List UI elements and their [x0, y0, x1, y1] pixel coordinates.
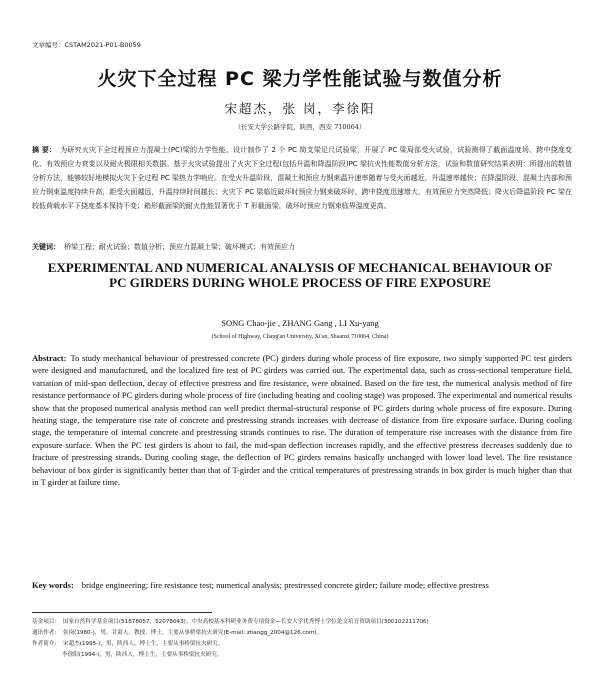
english-title: EXPERIMENTAL AND NUMERICAL ANALYSIS OF MECHANICAL BEHAVIOUR OF PC GIRDERS DURING WHOLE PROCESS OF FIRE EXPOSURE — [47, 260, 553, 290]
english-abstract-text: To study mechanical behaviour of prestressed concrete (PC) girders during whole process of fire exposure, two simply supported PC test girders were designed and manufactured, and the localized fire test of PC girders was carried out. The experimental data, such as cross-sectional temperature field, variation of mid-span deflection, decay of effective prestress and fire resistance, were obtained. Based on the fire test, the numerical analysis method of fire resistance performance of PC girders during whole process of fire (including heating and cooling stage) was proposed. The experimental and numerical results show that the proposed numerical analysis method can well predict thermal-structural response of PC girders during whole process of fire exposure. During heating stage, the temperature rise rate of concrete and prestressing strands increases with decrease of distance from fire exposure surface. During cooling stage, the temperature of internal concrete and prestressing strands continues to rise. The duration of temperature rise increases with the distance from fire exposure surface. When the PC test girders is about to fail, the mid-span deflection increases rapidly, and the effective prestress decreases suddenly due to fracture of prestressing strands. During cooling stage, the deflection of PC girders remains basically unchanged with lower load level. The fire resistance behaviour of box girder is significantly better than that of T-girder and the critical temperatures of prestressing strands in box girder is much higher than that in T girder at failure time. — [32, 353, 572, 488]
footnote-corresponding-author — [32, 628, 572, 639]
chinese-abstract-text: 为研究火灾下全过程预应力混凝土(PC)梁的力学性能，设计制作了 2 个 PC 简支梁足尺试验梁，开展了 PC 梁局部受火试验，试验测得了截面温度场、跨中挠度变化、有效预应力衰变以及耐火极限相关数据。基于火灾试验提出了火灾下全过程(包括升温和降温阶段)PC 梁抗火性能数值分析方法，试验和数值研究结果表明：所提出的数值分析方法，能够较好地模拟火灾下全过程 PC 梁热力学响应。在受火升温阶段，混凝土和预应力钢束温升速率随着与受火面越近，升温速率越快；在降温阶段，混凝土内部和预应力钢束温度持续升高，距受火面越远，升温持续时间越长；火灾下 PC 梁临近破坏时预应力钢束破坏时，跨中挠度迅速增大，有效预应力突然降低；降火后降温阶段 PC 梁在较低荷载水平下挠度基本保持不变；箱形截面梁的耐火性能显著优于 T 形截面梁，破坏时预应力钢束临界温度更高。 — [32, 146, 573, 210]
footnote-author-bio — [32, 639, 572, 650]
footnote-author-bio-2 — [32, 650, 572, 661]
footnote-label: 通讯作者： — [32, 630, 60, 636]
english-keywords-text: bridge engineering; fire resistance test; numerical analysis; prestressed concrete girder; failure mode; effective prestress — [81, 580, 489, 590]
chinese-abstract — [32, 143, 572, 213]
footnote-text: 李徐阳(1994-)，男，陕西人，博士生，主要从事桥梁抗火研究。 — [62, 652, 223, 658]
english-keywords — [32, 579, 572, 591]
footnote-funding — [32, 617, 572, 628]
document-id: 文章编号：CSTAM2021-P01-B0059 — [32, 41, 141, 49]
chinese-keywords-text: 桥梁工程；耐火试验；数值分析；预应力混凝土梁；破坏模式；有效预应力 — [64, 243, 295, 251]
footnote-text: 国家自然科学基金项目(51878057，52078043)；中央高校基本科研业务费专项资金—长安大学优秀博士学位论文培育资助项目(300102211706) — [62, 619, 429, 625]
chinese-keywords — [32, 241, 572, 253]
footnote-label: 作者简介： — [32, 641, 60, 647]
footnote-label: 基金项目： — [32, 619, 60, 625]
chinese-abstract-label: 摘 要： — [32, 146, 57, 154]
chinese-affiliation: （长安大学公路学院，陕西，西安 710064） — [234, 123, 366, 131]
footnote-text: 张岗(1980-)，男，甘肃人，教授，博士，主要从事桥梁抗火研究(E-mail: zhangg_2004@126.com)。 — [62, 630, 323, 636]
chinese-title: 火灾下全过程 PC 梁力学性能试验与数值分析 — [97, 68, 503, 90]
footnote-divider — [32, 612, 212, 613]
footnotes — [32, 617, 572, 661]
english-keywords-label: Key words: — [32, 580, 74, 590]
footnote-text: 宋超杰(1995-)，男，陕西人，博士生，主要从事桥梁抗火研究。 — [62, 641, 224, 647]
english-affiliation: (School of Highway, Chang'an University, Xi'an, Shaanxi 710064, China) — [211, 334, 389, 340]
english-abstract-label: Abstract: — [32, 353, 67, 363]
english-authors: SONG Chao-jie , ZHANG Gang , LI Xu-yang — [221, 318, 379, 328]
english-abstract — [32, 352, 572, 488]
chinese-keywords-label: 关键词： — [32, 243, 60, 251]
chinese-authors: 宋超杰，张 岗，李徐阳 — [224, 101, 376, 116]
